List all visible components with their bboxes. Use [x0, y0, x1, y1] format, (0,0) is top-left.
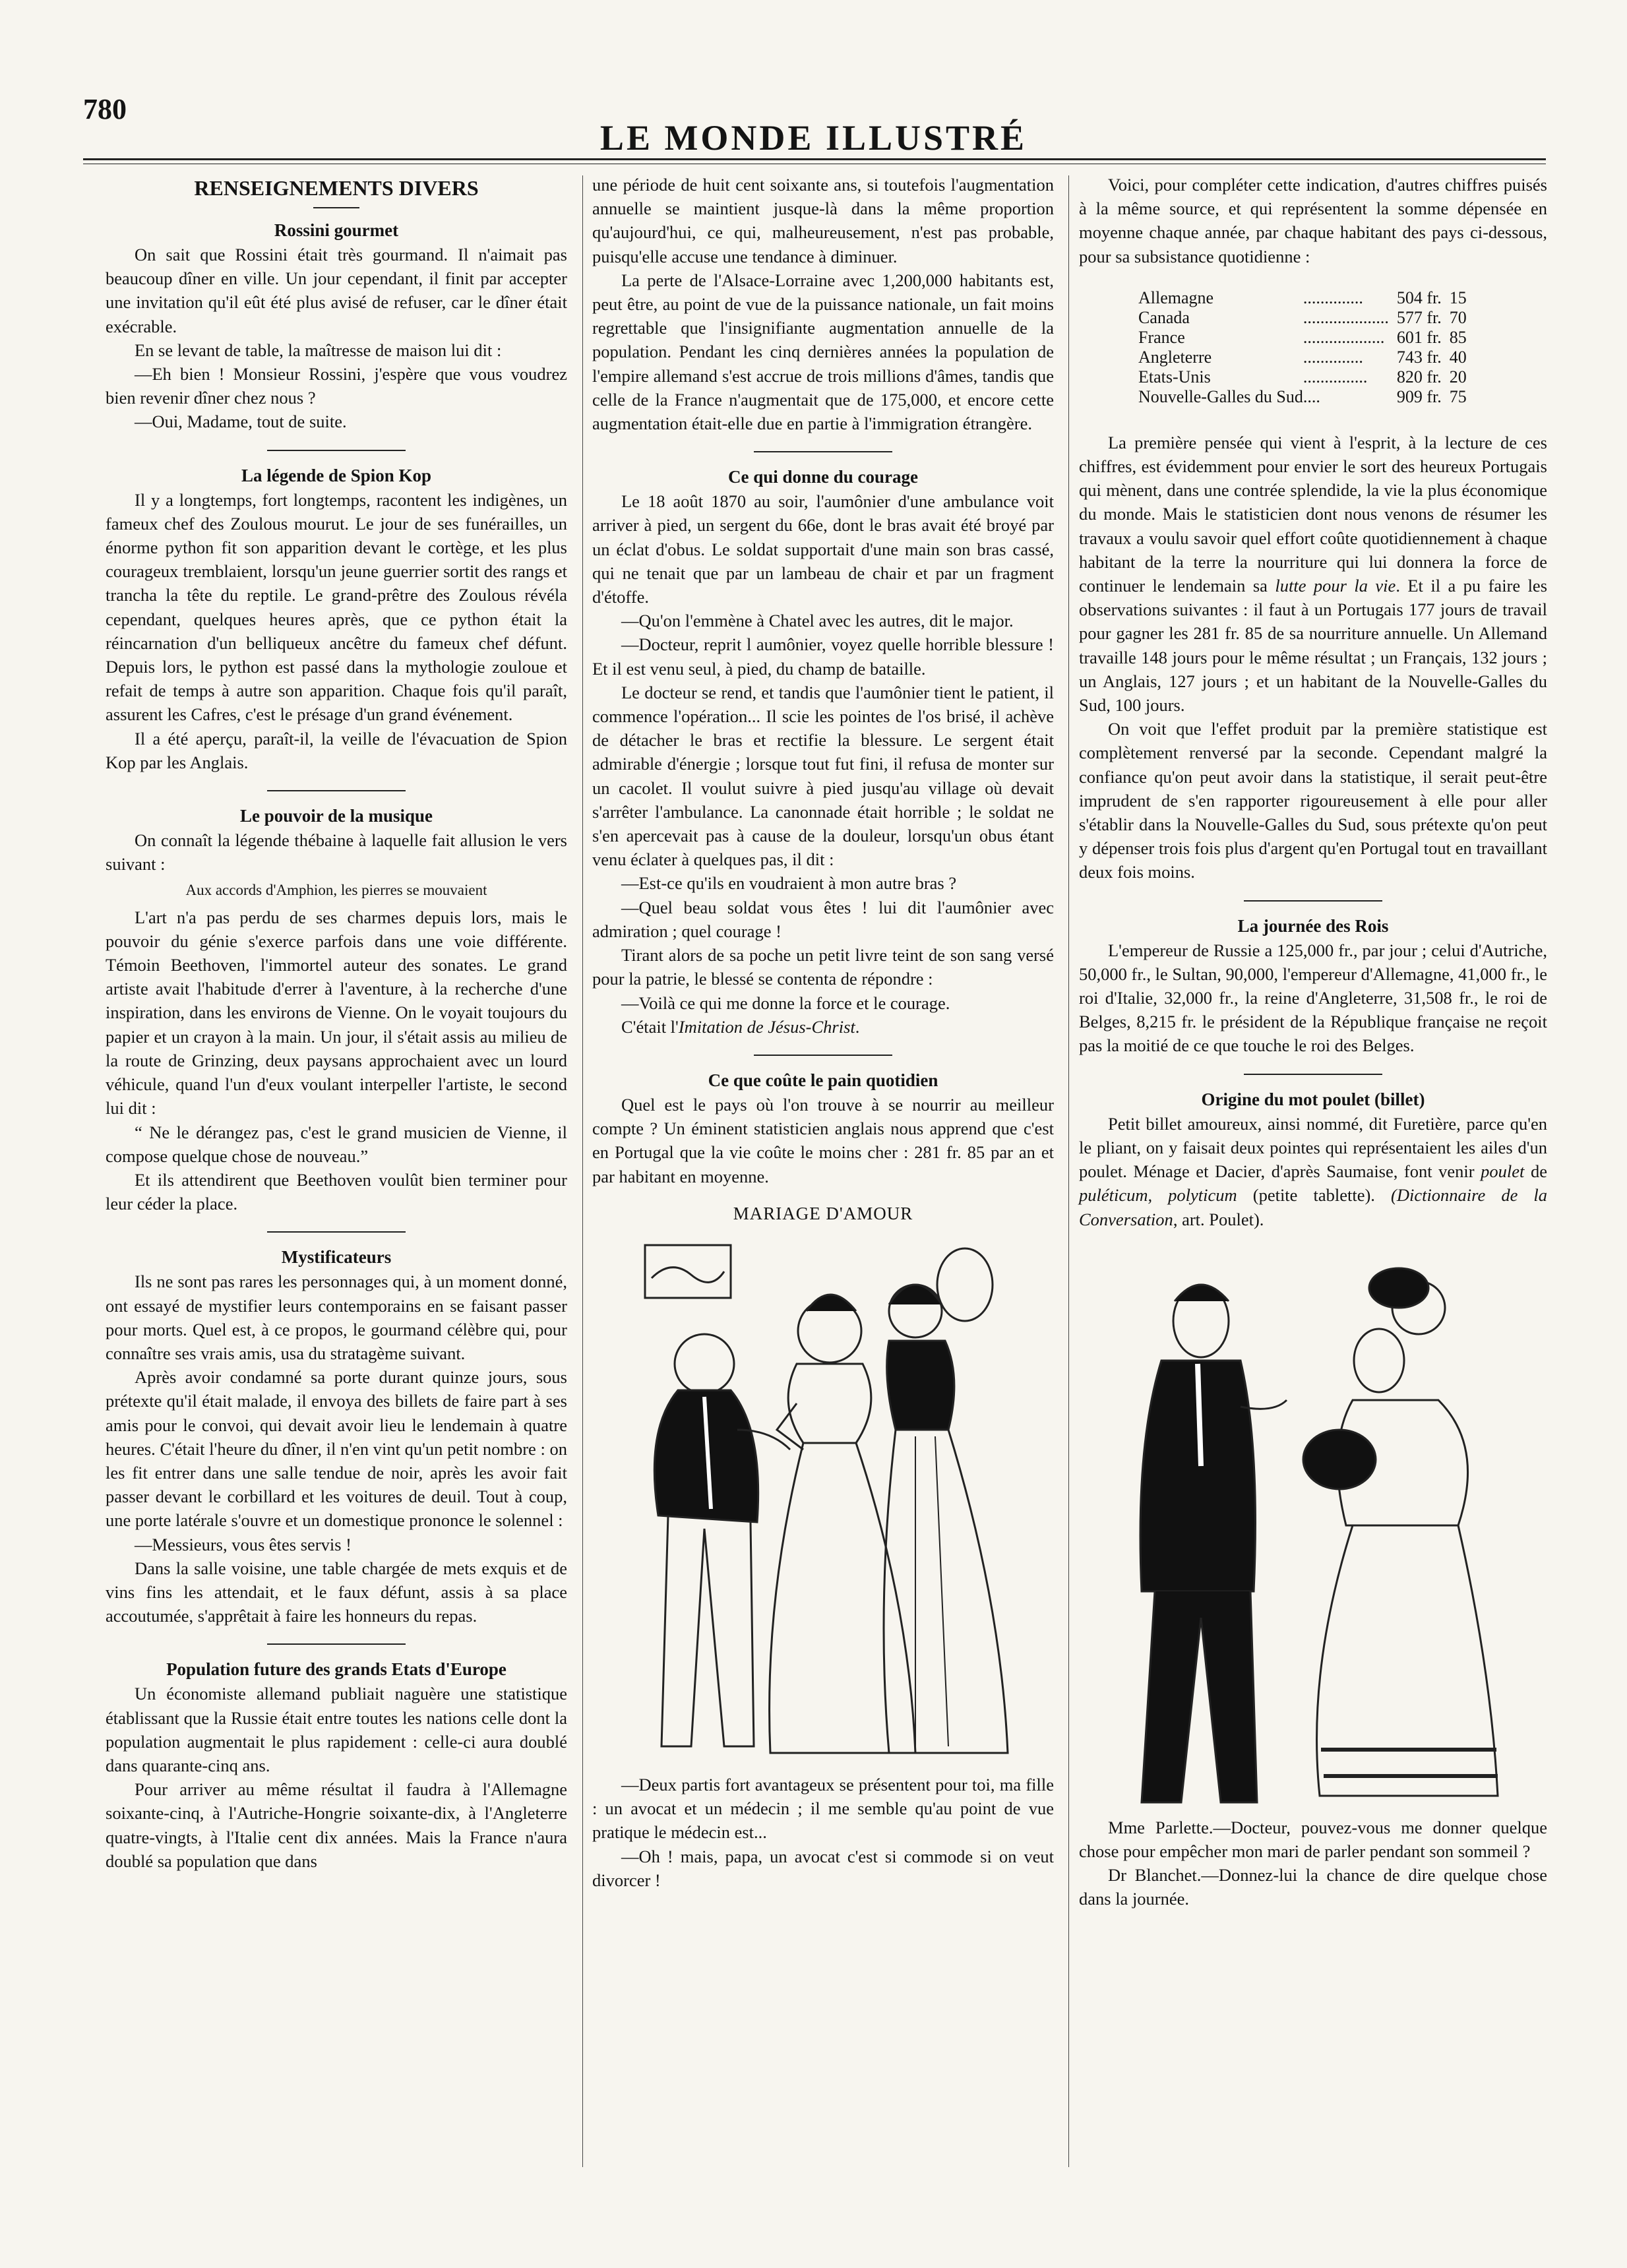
paragraph: —Docteur, reprit l aumônier, voyez quelle horrible blessure ! Et il est venu seul, à pied, du champ de bataille. [592, 634, 1054, 679]
text: C'était l' [621, 1016, 679, 1037]
stats-cents: 85 [1449, 327, 1467, 347]
doctor-shirt [1198, 1364, 1201, 1466]
paragraph: une période de huit cent soixante ans, si toutefois l'augmentation annuelle se maintient jusque-là dans la même proportion qu'aujourd'hui, ce qui, malheureusement, n'est pas probable, puisqu'elle accuse une tendance à diminuer. [592, 175, 1054, 266]
stats-francs: 743 fr. [1396, 347, 1442, 367]
paragraph: —Eh bien ! Monsieur Rossini, j'espère que vous voudrez bien revenir dîner chez nous ? [106, 364, 567, 408]
paragraph: —Messieurs, vous êtes servis ! [135, 1534, 352, 1554]
text: . [855, 1016, 860, 1037]
stats-leader: .............. [1303, 347, 1363, 367]
paragraph: En se levant de table, la maîtresse de maison lui dit : [135, 340, 502, 360]
book-title: Imitation de Jésus-Christ [678, 1016, 855, 1037]
stats-country: Nouvelle-Galles du Sud [1138, 386, 1303, 406]
stats-leader: .................... [1303, 307, 1389, 327]
column-divider [582, 175, 583, 2167]
column-2 [592, 173, 1054, 1892]
text: , art. Poulet). [1173, 1209, 1264, 1229]
paragraph: —Oui, Madame, tout de suite. [135, 412, 347, 432]
paragraph [1079, 431, 1547, 717]
stats-country: Allemagne [1138, 288, 1214, 307]
verse-quote: Aux accords d'Amphion, les pierres se mouvaient [185, 882, 487, 899]
stats-francs: 909 fr. [1396, 386, 1442, 406]
doctor-hair [1175, 1285, 1229, 1301]
doctor-legs [1142, 1591, 1257, 1802]
paragraph: —Est-ce qu'ils en voudraient à mon autre bras ? [621, 873, 957, 894]
paragraph: —Voilà ce qui me donne la force et le courage. [621, 993, 950, 1013]
divider [754, 1055, 892, 1056]
article-title: Origine du mot poulet (billet) [1201, 1089, 1425, 1109]
divider [267, 450, 406, 451]
mother-skirt-folds [915, 1436, 948, 1746]
stats-cents: 40 [1449, 347, 1467, 367]
stats-country: France [1138, 327, 1185, 347]
italic-phrase: lutte pour la vie [1275, 576, 1396, 596]
column-1 [106, 173, 567, 1873]
divider [1244, 1074, 1382, 1075]
stats-row [1138, 288, 1467, 308]
paragraph: L'art n'a pas perdu de ses charmes depuis lors, mais le pouvoir du génie s'exerce parfois dans une voie différente. Témoin Beethoven, l'immortel auteur des sonates. Le grand artiste avait l'habitude d'errer à l'aventure, à la recherche d'une inspiration, dans les environs de Vienne. On le voyait toujours du papier et un crayon à la main. Un jour, il s'était assis au milieu de la route de Grinzing, deux paysans approchaient avec un lourd véhicule, quand l'un d'eux voulant interpeller l'artiste, le second lui dit : [106, 907, 567, 1119]
paragraph: Après avoir condamné sa porte durant quinze jours, sous prétexte qu'il était malade, il envoya des billets de faire part à ses amis pour le convoi, qui devait avoir lieu le lendemain à quatre heures. C'était l'heure du dîner, il n'en vint qu'un petit nombre : on les fit entrer dans une salle tendue de noir, après les avoir fait passer devant le corbillard et les voitures de deuil. Tout à coup, une porte latérale s'ouvre et un domestique prononce le solennel : [106, 1367, 567, 1531]
paragraph: Il a été aperçu, paraît-il, la veille de l'évacuation de Spion Kop par les Anglais. [106, 728, 567, 772]
paragraph: Dans la salle voisine, une table chargée de mets exquis et de vins fins les attendait, et le faux défunt, assis à sa place accoutumée, s'apprêtait à faire les honneurs du repas. [106, 1558, 567, 1626]
daughter-bodice [788, 1364, 871, 1443]
divider [313, 207, 359, 208]
paragraph: Le docteur se rend, et tandis que l'aumônier tient le patient, il commence l'opération... Il scie les pointes de l'os brisé, il achève de détacher le bras et rectifie la blessure. Le sergent était admirable d'énergie ; lorsque tout fut fini, il refusa de monter sur un cacolet. Il voulut suivre à pied jusqu'au village où devait s'arrêter l'ambulance. La canonnade était horrible ; le soldat ne s'en apercevait pas à cause de la douleur, lorsqu'un obus étant venu éclater à quelques pas, il dit : [592, 682, 1054, 870]
masthead: LE MONDE ILLUSTRÉ [599, 118, 1028, 158]
daughter-skirt [770, 1443, 915, 1753]
paragraph: Le 18 août 1870 au soir, l'aumônier d'une ambulance voit arriver à pied, un sergent du 66e, dont le bras avait été broyé par un éclat d'obus. Le soldat supportait d'une main son bras cassé, qui ne tenait que par un lambeau de chair et par un fragment d'étoffe. [592, 491, 1054, 607]
stats-leader: .............. [1303, 288, 1363, 307]
article-title: La journée des Rois [1237, 915, 1389, 936]
paragraph: Et ils attendirent que Beethoven voulût bien terminer pour leur céder la place. [106, 1169, 567, 1214]
paragraph: Tirant alors de sa poche un petit livre teint de son sang versé pour la patrie, le blessé se contenta de répondre : [592, 945, 1054, 989]
stats-row [1138, 367, 1467, 387]
article-title: La légende de Spion Kop [241, 465, 432, 485]
section-title: RENSEIGNEMENTS DIVERS [194, 176, 479, 200]
paragraph: Voici, pour compléter cette indication, d'autres chiffres puisés à la même source, et qui représentent la somme dépensée en moyenne chaque année, par chaque habitant des pays ci-dessous, pour sa subsistance quotidienne : [1079, 175, 1547, 266]
stats-francs: 577 fr. [1396, 307, 1442, 327]
text: La première pensée qui vient à l'esprit, à la lecture de ces chiffres, est évidemment pour envier le sort des heureux Portugais qui mènent, dans une contrée splendide, la vie la plus économique du monde. Mais le statisticien dont nous venons de résumer les travaux a voulu savoir quel effort coûte quotidiennement à chaque habitant de la terre la nourriture qui lui donnera la force de continuer le lendemain sa [1079, 432, 1547, 596]
paragraph: Un économiste allemand publiait naguère une statistique établissant que la Russie était entre toutes les nations celle dont la population augmentait le plus rapidement : celle-ci aura doublé dans quarante-cinq ans. [106, 1684, 567, 1775]
stats-row [1138, 348, 1467, 367]
divider [754, 451, 892, 452]
paragraph: —Quel beau soldat vous êtes ! lui dit l'aumônier avec admiration ; quel courage ! [592, 897, 1054, 941]
caption: Dr Blanchet.—Donnez-lui la chance de dire quelque chose dans la journée. [1079, 1865, 1547, 1909]
mother-bodice [887, 1341, 954, 1430]
italic-phrase: poulet [1481, 1161, 1525, 1182]
illustration-title: MARIAGE D'AMOUR [733, 1203, 913, 1223]
stats-row [1138, 308, 1467, 328]
article-title: Le pouvoir de la musique [239, 806, 433, 826]
stats-country: Etats-Unis [1138, 367, 1211, 386]
stats-cents: 15 [1449, 288, 1467, 307]
paragraph: La perte de l'Alsace-Lorraine avec 1,200,000 habitants est, peut être, au point de vue de la puissance nationale, un fait moins regrettable que l'insignifiante augmentation annuelle de la population. Pendant les cinq dernières années la population de l'empire allemand s'est accrue de trois millions d'âmes, tandis que celle de la France n'augmentait que de 175,000, et encore cette augmentation était-elle due en partie à l'immigration étrangère. [592, 270, 1054, 434]
lady-hat-bow [1369, 1268, 1428, 1308]
paragraph: Pour arriver au même résultat il faudra à l'Allemagne soixante-cinq, à l'Autriche-Hongrie soixante-dix, à l'Angleterre quatre-vingts, à l'Italie cent dix années. Mais la France n'aura doublé sa population que dans [106, 1779, 567, 1871]
stats-cents: 70 [1449, 307, 1467, 327]
paragraph: Ils ne sont pas rares les personnages qui, à un moment donné, ont essayé de mystifier leurs contemporains en se faisant passer pour morts. Quel est, à ce propos, le gourmand célèbre qui, pour connaître ses vrais amis, usa du stratagème suivant. [106, 1272, 567, 1363]
text: de [1524, 1161, 1547, 1182]
caption: —Deux partis fort avantageux se présentent pour toi, ma fille : un avocat et un médecin ; il me semble qu'au point de vue pratique le médecin est... [592, 1774, 1054, 1843]
illustration-mariage-d-amour [605, 1232, 1041, 1773]
stats-table [1138, 288, 1547, 407]
stats-cents: 20 [1449, 367, 1467, 386]
paragraph: “ Ne le dérangez pas, c'est le grand musicien de Vienne, il compose quelque chose de nouveau.” [106, 1122, 567, 1166]
stats-cents: 75 [1449, 386, 1467, 406]
divider [1244, 900, 1382, 902]
header-rule [83, 158, 1546, 160]
caption: Mme Parlette.—Docteur, pouvez-vous me donner quelque chose pour empêcher mon mari de parler pendant son sommeil ? [1079, 1817, 1547, 1861]
paragraph: On voit que l'effet produit par la première statistique est complètement renversé par la seconde. Cependant malgré la confiance qu'on peut avoir dans la statistique, il serait peut-être imprudent de s'en rapporter rigoureusement à elle pour aller s'établir dans la Nouvelle-Galles du Sud, sous prétexte qu'on peut y dépenser trois fois plus d'argent qu'en Portugal tout en travaillant deux fois moins. [1079, 719, 1547, 882]
stats-leader: ................... [1303, 327, 1385, 347]
italic-phrase: (Dictionnaire de la Conversation [1079, 1185, 1548, 1229]
picture-scribble [652, 1268, 724, 1283]
stats-francs: 820 fr. [1396, 367, 1442, 386]
article-title: Population future des grands Etats d'Europe [166, 1659, 507, 1680]
paragraph: On connaît la légende thébaine à laquelle fait allusion le vers suivant : [106, 830, 567, 874]
stats-row [1138, 328, 1467, 348]
stats-leader: ............... [1303, 367, 1368, 386]
mother-skirt [884, 1430, 1008, 1753]
father-legs [661, 1516, 754, 1746]
stats-country: Canada [1138, 307, 1190, 327]
illustration-doctor-and-lady [1089, 1248, 1537, 1816]
stats-francs: 504 fr. [1396, 288, 1442, 307]
column-divider [1068, 175, 1069, 2167]
wall-medallion [937, 1248, 993, 1321]
father-head [675, 1334, 734, 1394]
caption: —Oh ! mais, papa, un avocat c'est si commode si on veut divorcer ! [592, 1846, 1054, 1890]
lady-head [1354, 1329, 1404, 1392]
mother-hair [889, 1285, 942, 1304]
column-3 [1079, 173, 1547, 1911]
article-title: Ce que coûte le pain quotidien [708, 1070, 938, 1090]
text: (petite tablette). [1237, 1185, 1391, 1206]
lady-skirt-hem [1321, 1750, 1498, 1776]
paragraph [592, 1015, 1054, 1039]
stats-row [1138, 387, 1467, 407]
stats-country: Angleterre [1138, 347, 1212, 367]
paragraph: Il y a longtemps, fort longtemps, racontent les indigènes, un fameux chef des Zoulous mourut. Le jour de ses funérailles, un énorme python fit son apparition devant le cortège, et les plus courageux tremblaient, lorsqu'un jeune guerrier sortit des rangs et trancha la tête du reptile. Le grand-prêtre des Zoulous révéla cependant, quelques heures après, que ce python était la réincarnation d'un belliqueux ancêtre du fameux chef défunt. Depuis lors, le python est passé dans la mythologie zouloue et refait de temps à autre son apparition. Chaque fois qu'il paraît, assurent les Cafres, c'est le présage d'un grand événement. [106, 489, 567, 725]
divider [267, 790, 406, 791]
paragraph: L'empereur de Russie a 125,000 fr., par jour ; celui d'Autriche, 50,000 fr., le Sultan, 90,000, l'empereur d'Allemagne, 41,000 fr., le roi d'Italie, 32,000 fr., la reine d'Angleterre, 31,508 fr., le roi de Belges, 8,215 fr. le président de la République française ne reçoit pas la moitié de ce que touche le roi des Belges. [1079, 940, 1547, 1056]
text: Petit billet amoureux, ainsi nommé, dit Furetière, parce qu'en le pliant, on y faisait deux pointes qui représentaient les ailes d'un poulet. Ménage et Dacier, d'après Saumaise, font venir [1079, 1113, 1547, 1182]
divider [267, 1643, 406, 1645]
lady-skirt [1317, 1525, 1498, 1796]
paragraph [1079, 1112, 1547, 1231]
paragraph: On sait que Rossini était très gourmand. Il n'aimait pas beaucoup dîner en ville. Un jour cependant, il finit par accepter une invitation qu'il eût été plus avisé de refuser, car le dîner était exécrable. [106, 245, 567, 336]
stats-leader: .... [1303, 386, 1320, 406]
italic-phrase: puléticum, polyticum [1079, 1185, 1237, 1206]
lady-muff [1303, 1430, 1376, 1489]
divider [267, 1231, 406, 1233]
paragraph: Quel est le pays où l'on trouve à se nourrir au meilleur compte ? Un éminent statisticien anglais nous apprend que c'est en Portugal que la vie coûte le moins cher : 281 fr. 85 par an et par habitant en moyenne. [592, 1094, 1054, 1186]
text: . Et il a pu faire les observations suivantes : il faut à un Portugais 177 jours de travail pour gagner les 281 fr. 85 de sa nourriture annuelle. Un Allemand travaille 148 jours pour le même résultat ; un Français, 132 jours ; un Anglais, 127 jours ; et un habitant de la Nouvelle-Galles du Sud, 100 jours. [1079, 576, 1548, 716]
article-title: Ce qui donne du courage [727, 467, 919, 487]
stats-francs: 601 fr. [1396, 327, 1442, 347]
daughter-hair [807, 1295, 856, 1311]
article-title: Mystificateurs [281, 1247, 392, 1268]
paragraph: —Qu'on l'emmène à Chatel avec les autres, dit le major. [621, 611, 1014, 631]
article-title: Rossini gourmet [274, 220, 399, 240]
page-number: 780 [83, 93, 127, 125]
